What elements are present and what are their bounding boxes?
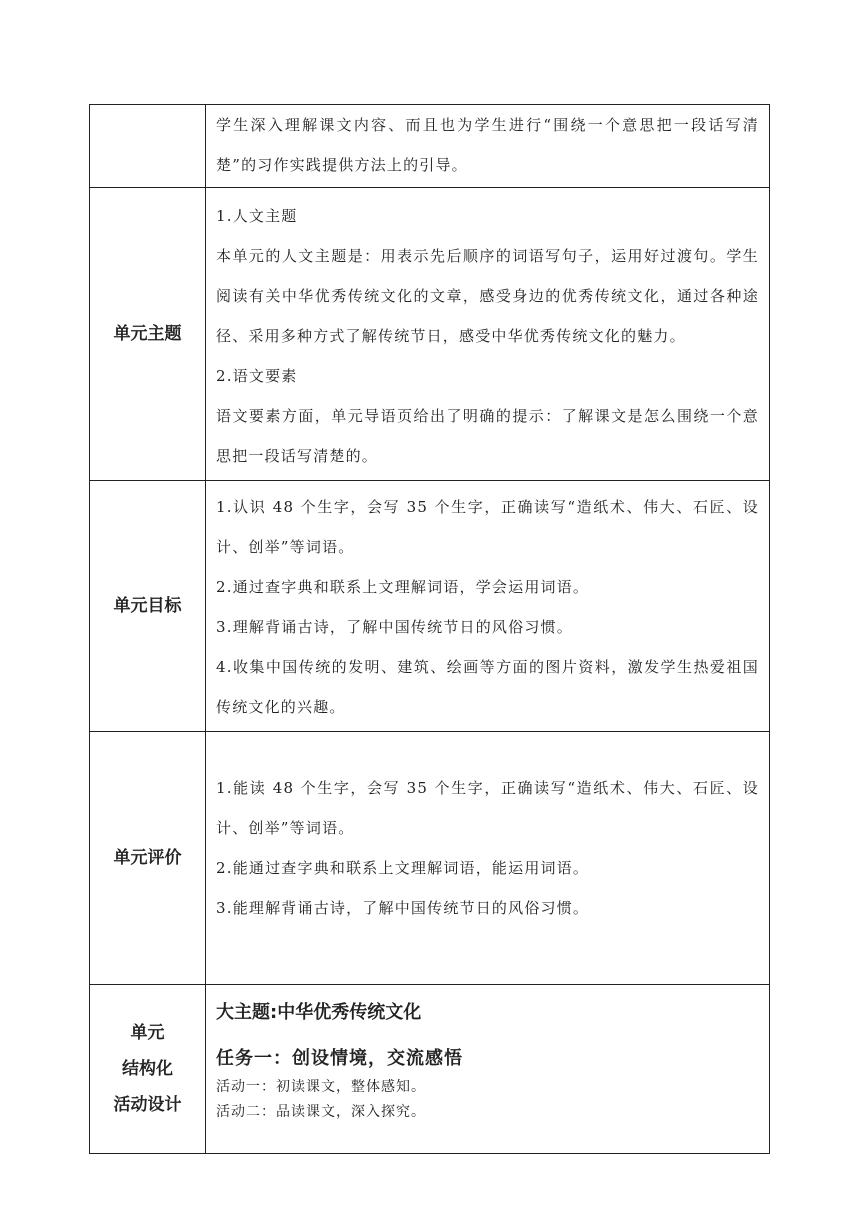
paragraph: 学生深入理解课文内容、而且也为学生进行“围绕一个意思把一段话写清楚”的习作实践提供方法上的引导。 — [216, 116, 759, 174]
label-line: 结构化 — [122, 1059, 173, 1079]
list-item: 1.认识 48 个生字，会写 35 个生字，正确读写“造纸术、伟大、石匠、设计、创举”等词语。 — [216, 498, 759, 556]
list-item: 3.理解背诵古诗，了解中国传统节日的风俗习惯。 — [216, 618, 573, 636]
list-item: 2.通过查字典和联系上文理解词语，学会运用词语。 — [216, 578, 590, 596]
row-content — [206, 188, 770, 481]
table-row — [90, 985, 770, 1154]
label-line: 单元 — [130, 1023, 165, 1043]
activity-item: 活动一：初读课文，整体感知。 — [216, 1079, 426, 1095]
subheading: 2.语文要素 — [216, 367, 298, 385]
task-title: 任务一：创设情境，交流感悟 — [216, 1048, 463, 1069]
big-theme-title: 大主题:中华优秀传统文化 — [216, 1002, 422, 1023]
list-item: 2.能通过查字典和联系上文理解词语，能运用词语。 — [216, 859, 590, 877]
row-label-unit-theme: 单元主题 — [90, 188, 206, 481]
table-row — [90, 188, 770, 481]
table-row — [90, 732, 770, 985]
paragraph: 语文要素方面，单元导语页给出了明确的提示：了解课文是怎么围绕一个意思把一段话写清楚的。 — [216, 407, 759, 465]
row-content — [206, 481, 770, 732]
list-item: 4.收集中国传统的发明、建筑、绘画等方面的图片资料，激发学生热爱祖国传统文化的兴趣。 — [216, 658, 759, 716]
unit-plan-table — [89, 104, 770, 1154]
table-row — [90, 481, 770, 732]
paragraph: 本单元的人文主题是：用表示先后顺序的词语写句子，运用好过渡句。学生阅读有关中华优秀传统文化的文章，感受身边的优秀传统文化，通过各种途径、采用多种方式了解传统节日，感受中华优秀传统文化的魅力。 — [216, 247, 759, 345]
row-label-unit-evaluation: 单元评价 — [90, 732, 206, 985]
subheading: 1.人文主题 — [216, 207, 298, 225]
activity-item: 活动二：品读课文，深入探究。 — [216, 1104, 426, 1120]
row-label-unit-goals: 单元目标 — [90, 481, 206, 732]
row-content — [206, 732, 770, 985]
row-content — [206, 105, 770, 188]
row-label-activity-design — [90, 985, 206, 1154]
list-item: 1.能读 48 个生字，会写 35 个生字，正确读写“造纸术、伟大、石匠、设计、创举”等词语。 — [216, 779, 759, 837]
label-line: 活动设计 — [113, 1095, 182, 1115]
row-content — [206, 985, 770, 1154]
list-item: 3.能理解背诵古诗，了解中国传统节日的风俗习惯。 — [216, 899, 590, 917]
row-label — [90, 105, 206, 188]
table-row — [90, 105, 770, 188]
